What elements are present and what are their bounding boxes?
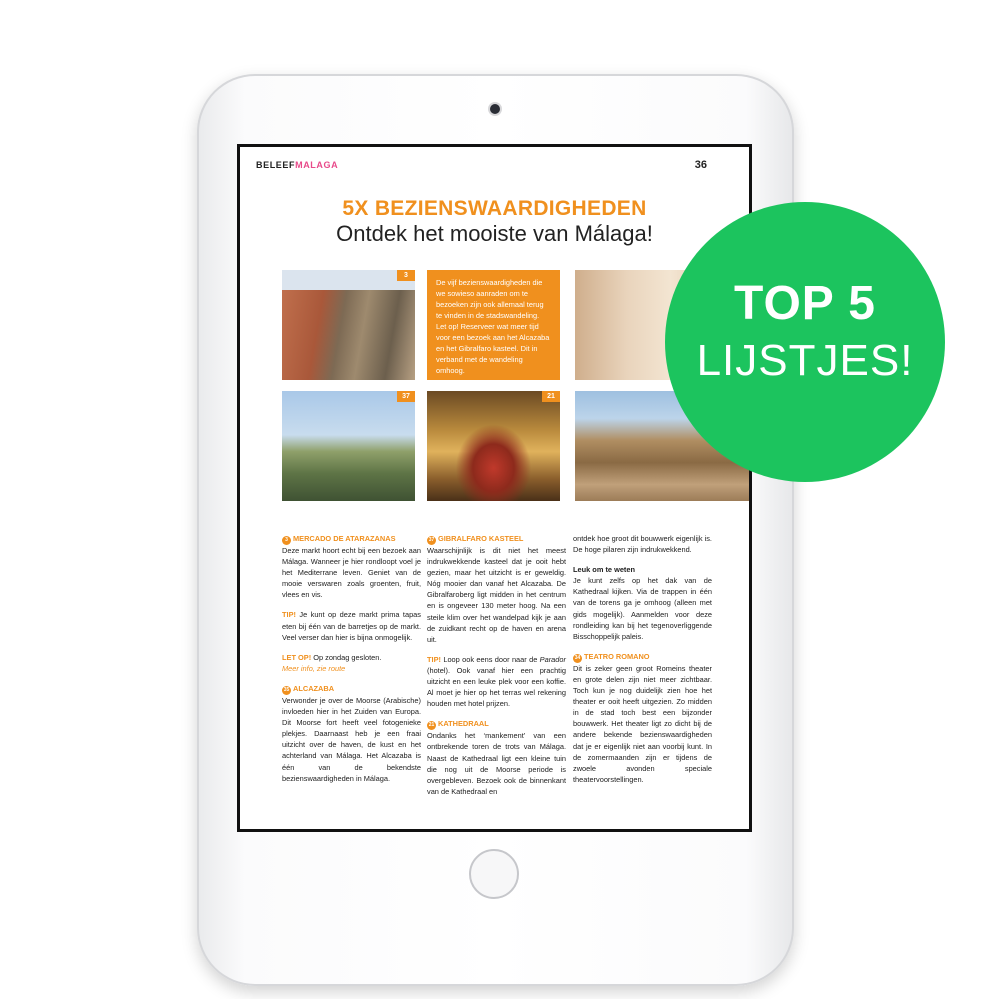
- photo-kathedraal: [427, 391, 560, 501]
- text-column-3: [573, 533, 712, 794]
- section-number: 35: [283, 686, 290, 693]
- badge-line-2: LIJSTJES!: [696, 336, 914, 385]
- section-heading: ALCAZABA: [293, 683, 335, 693]
- photo-gibralfaro: [282, 391, 415, 501]
- tip-paragraph: TIP! Je kunt op deze markt prima tapas eten bij één van de barretjes op de markt. Veel verser dan hier is bijna onmogelijk.: [282, 610, 421, 642]
- brand-logo: BELEEFMALAGA: [256, 160, 339, 170]
- text-column-2: [427, 533, 566, 806]
- section-heading: MERCADO DE ATARAZANAS: [293, 534, 396, 543]
- page-subtitle: Ontdek het mooiste van Málaga!: [336, 221, 653, 246]
- top5-badge: [665, 202, 945, 482]
- photo-badge: 3: [397, 270, 415, 281]
- section-gibralfaro: 37 GIBRALFARO KASTEEL Waarschijnlijk is dit niet het meest indrukwekkende kasteel dat je ooit hebt gezien, maar het uitzicht is er geweldig. Nóg mooier dan vanaf het Alcazaba. De Gibralfaroberg ligt midden in het centrum en is ongeveer 130 meter hoog. Na een steile klim over het wandelpad kijk je aan de zuidkant recht op de haven en arena uit.: [427, 534, 566, 644]
- section-heading: KATHEDRAAL: [438, 719, 489, 729]
- section-heading: GIBRALFARO KASTEEL: [438, 534, 524, 543]
- section-number: 3: [282, 536, 291, 545]
- more-info-link[interactable]: Meer info, zie route: [282, 663, 346, 673]
- leuk-om-te-weten: Leuk om te weten Je kunt zelfs op het dak van de Kathedraal kijken. Via de trappen in één van de torens ga je omhoog (alleen met gids mogelijk). Aanmelden voor deze rondleiding kan bij het tegenoverliggende Bisschoppelijk paleis.: [573, 565, 712, 641]
- section-number: 21: [428, 722, 435, 729]
- text-column-1: [282, 533, 421, 793]
- photo-badge: 37: [397, 391, 415, 402]
- camera-icon: [490, 104, 500, 114]
- badge-line-1: TOP 5: [734, 277, 876, 330]
- section-kathedraal: 21 KATHEDRAAL Ondanks het ‘mankement’ van een ontbrekende toren de trots van Málaga. Naast de Kathedraal ligt een kleine tuin die nog uit de Moorse periode is overgebleven. Bezoek ook de binnenkant van de Kathedraal en: [427, 719, 566, 796]
- kathedraal-continued: ontdek hoe groot dit bouwwerk eigenlijk is. De hoge pilaren zijn indrukwekkend.: [573, 534, 712, 555]
- tip-paragraph: TIP! Loop ook eens door naar de Parador (hotel). Ook vanaf hier een prachtig uitzicht en een leuke plek voor een koffie. Al moet je hier op het terras wel rekening houden met hotel prijzen.: [427, 654, 566, 709]
- section-mercado: 3 MERCADO DE ATARAZANAS Deze markt hoort echt bij een bezoek aan Málaga. Wanneer je hier rondloopt voel je het Mediterrane leven. Geniet van de mooie verswaren zoals groenten, fruit, vlees en vis.: [282, 534, 421, 600]
- section-number: 37: [428, 537, 435, 543]
- photo-badge: 21: [542, 391, 560, 402]
- section-alcazaba: 35 ALCAZABA Verwonder je over de Moorse (Arabische) invloeden hier in het Zuiden van Europa. Dit Moorse fort heeft veel fotogenieke plekjes. Daarnaast heb je een fraai uitzicht over de haven, de kust en het achterland van Málaga. Het Alcazaba is één van de bekendste bezienswaardigheden in Málaga.: [282, 683, 421, 783]
- magazine-page: [240, 147, 749, 829]
- photo-mercado: [282, 270, 415, 380]
- home-button[interactable]: [469, 849, 519, 899]
- letop-paragraph: LET OP! Op zondag gesloten. Meer info, zie route: [282, 652, 382, 673]
- section-teatro-romano: 34 TEATRO ROMANO Dit is zeker geen groot Romeins theater en grote delen zijn niet meer zichtbaar. Toch kun je nog duidelijk zien hoe het theater er ooit heeft uitgezien. Zo midden in de stad toch best een bijzonder bouwwerk. Het theater ligt zo dicht bij de andere bekende bezienswaardigheden dat je er eigenlijk niet aan voorbij kunt. In de zomermaanden zijn er tijdens de zwoele avonden speciale theatervoorstellingen.: [573, 651, 712, 784]
- section-number: 34: [574, 654, 581, 661]
- section-heading: TEATRO ROMANO: [584, 651, 650, 661]
- page-title: 5X BEZIENSWAARDIGHEDEN: [342, 197, 647, 220]
- page-number: 36: [694, 159, 707, 171]
- intro-box: De vijf bezienswaardigheden die we sowieso aanraden om te bezoeken zijn ook allemaal terug te vinden in de stadswandeling. Let op! Reserveer wat meer tijd voor een bezoek aan het Alcazaba en het Gibralfaro kasteel. Dit in verband met de wandeling omhoog.: [427, 270, 560, 380]
